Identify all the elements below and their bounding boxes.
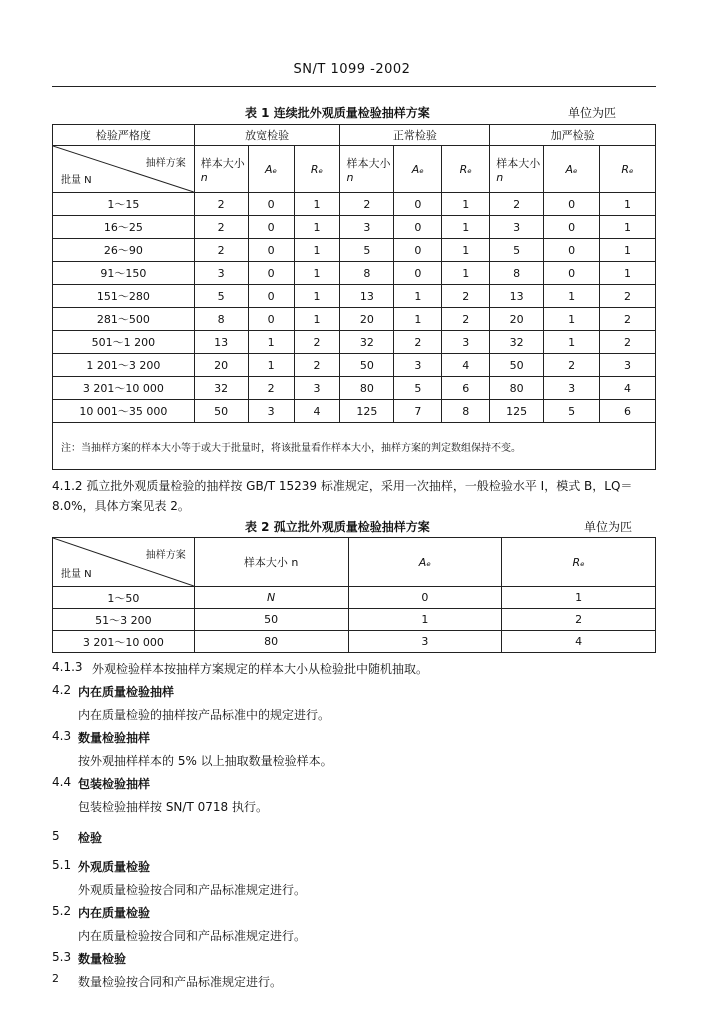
table1-value-cell: 1 — [394, 308, 442, 331]
table1-batch-cell: 26～90 — [53, 239, 195, 262]
table1-batch-cell: 10 001～35 000 — [53, 400, 195, 423]
section-text: 外观质量检验按合同和产品标准规定进行。 — [78, 883, 307, 897]
table-row — [53, 609, 656, 631]
table1-value-cell: 32 — [194, 377, 248, 400]
table2-value-cell: 2 — [502, 609, 656, 631]
table1-value-cell: 3 — [544, 377, 600, 400]
table1-sub-n-label: 样本大小 — [346, 156, 391, 170]
table2-diag-bottom: 批量 N — [61, 569, 92, 580]
table-row — [53, 354, 656, 377]
table2-batch-cell: 1～50 — [53, 587, 195, 609]
table1-sub-re-reduced: Rₑ — [294, 146, 340, 193]
table1-value-cell: 2 — [194, 216, 248, 239]
section-text: 内在质量检验的抽样按产品标准中的规定进行。 — [78, 708, 331, 722]
table1-value-cell: 8 — [490, 262, 544, 285]
table1-value-cell: 13 — [194, 331, 248, 354]
table1-sub-ac-tightened: Aₑ — [544, 146, 600, 193]
table2-diagonal-header — [53, 538, 195, 587]
table1-value-cell: 0 — [248, 262, 294, 285]
table2-value-cell: N — [194, 587, 348, 609]
section-heading: 检验 — [78, 831, 103, 845]
table-row — [53, 262, 656, 285]
table1-value-cell: 1 — [442, 239, 490, 262]
table1-value-cell: 20 — [490, 308, 544, 331]
table2-header-re: Rₑ — [502, 538, 656, 587]
table1-sub-re-normal: Rₑ — [442, 146, 490, 193]
table1-batch-cell: 501～1 200 — [53, 331, 195, 354]
table2-value-cell: 50 — [194, 609, 348, 631]
table1-value-cell: 2 — [294, 354, 340, 377]
section-number: 4.4 — [52, 775, 72, 789]
table1-value-cell: 2 — [194, 193, 248, 216]
table1-value-cell: 80 — [490, 377, 544, 400]
table1-value-cell: 5 — [544, 400, 600, 423]
table-row — [53, 216, 656, 239]
table1-group-reduced: 放宽检验 — [194, 125, 340, 146]
table1-value-cell: 0 — [248, 285, 294, 308]
table1-value-cell: 3 — [294, 377, 340, 400]
table1-value-cell: 2 — [600, 308, 656, 331]
table1-sub-n-label: 样本大小 — [200, 156, 245, 170]
table1-value-cell: 13 — [490, 285, 544, 308]
table2-value-cell: 4 — [502, 631, 656, 653]
section-text: 包装检验抽样按 SN/T 0718 执行。 — [78, 800, 268, 814]
table1-sub-n-tightened — [490, 146, 544, 193]
table1-value-cell: 1 — [600, 216, 656, 239]
table1-value-cell: 50 — [340, 354, 394, 377]
section-heading: 内在质量检验抽样 — [78, 685, 175, 699]
table1-value-cell: 125 — [340, 400, 394, 423]
section-heading: 数量检验抽样 — [78, 731, 151, 745]
table1-group-tightened: 加严检验 — [490, 125, 656, 146]
table1-value-cell: 1 — [294, 193, 340, 216]
table1-value-cell: 80 — [340, 377, 394, 400]
table1-value-cell: 1 — [294, 262, 340, 285]
table-row — [53, 239, 656, 262]
table1-value-cell: 1 — [294, 308, 340, 331]
table1-value-cell: 1 — [442, 216, 490, 239]
header-rule — [52, 86, 656, 87]
table1-value-cell: 50 — [194, 400, 248, 423]
table1-value-cell: 0 — [394, 239, 442, 262]
table1-value-cell: 1 — [600, 239, 656, 262]
table1-value-cell: 1 — [544, 331, 600, 354]
table2-value-cell: 1 — [502, 587, 656, 609]
table1-value-cell: 1 — [248, 331, 294, 354]
table1-value-cell: 4 — [442, 354, 490, 377]
section-text: 内在质量检验按合同和产品标准规定进行。 — [78, 929, 307, 943]
table1-sub-n-normal — [340, 146, 394, 193]
table1-sub-ac-normal: Aₑ — [394, 146, 442, 193]
table-row — [53, 587, 656, 609]
table1-batch-cell: 3 201～10 000 — [53, 377, 195, 400]
table1-value-cell: 32 — [490, 331, 544, 354]
table1 — [52, 124, 656, 470]
section-number: 5.3 — [52, 950, 72, 964]
table2-title: 表 2 孤立批外观质量检验抽样方案 — [245, 520, 430, 534]
table1-value-cell: 1 — [248, 354, 294, 377]
table-row — [53, 631, 656, 653]
table1-batch-cell: 16～25 — [53, 216, 195, 239]
table1-value-cell: 8 — [442, 400, 490, 423]
table2-diag-top: 抽样方案 — [145, 550, 186, 561]
table1-value-cell: 1 — [442, 193, 490, 216]
table1-value-cell: 20 — [194, 354, 248, 377]
table1-value-cell: 3 — [600, 354, 656, 377]
table1-value-cell: 6 — [442, 377, 490, 400]
table1-value-cell: 6 — [600, 400, 656, 423]
table1-value-cell: 20 — [340, 308, 394, 331]
table1-batch-cell: 91～150 — [53, 262, 195, 285]
section-text: 数量检验按合同和产品标准规定进行。 — [78, 975, 283, 989]
table1-value-cell: 5 — [194, 285, 248, 308]
table2-batch-cell: 51～3 200 — [53, 609, 195, 631]
section-heading: 外观检验样本按抽样方案规定的样本大小从检验批中随机抽取。 — [92, 662, 429, 676]
table1-batch-cell: 281～500 — [53, 308, 195, 331]
table1-value-cell: 5 — [490, 239, 544, 262]
table1-value-cell: 1 — [442, 262, 490, 285]
table1-value-cell: 3 — [340, 216, 394, 239]
section-number: 5 — [52, 829, 60, 843]
section-number: 4.2 — [52, 683, 72, 697]
table-row — [53, 285, 656, 308]
table1-value-cell: 2 — [600, 285, 656, 308]
table1-value-cell: 2 — [442, 285, 490, 308]
section-number: 5.1 — [52, 858, 72, 872]
table1-value-cell: 1 — [544, 308, 600, 331]
table1-value-cell: 8 — [340, 262, 394, 285]
table1-unit: 单位为匹 — [568, 106, 617, 120]
table1-value-cell: 0 — [544, 239, 600, 262]
table1-value-cell: 0 — [544, 216, 600, 239]
table1-value-cell: 0 — [394, 262, 442, 285]
table1-value-cell: 1 — [294, 285, 340, 308]
table1-batch-cell: 1～15 — [53, 193, 195, 216]
table1-value-cell: 0 — [544, 262, 600, 285]
section-number: 4.1.3 — [52, 660, 83, 674]
table1-value-cell: 3 — [394, 354, 442, 377]
section-heading: 内在质量检验 — [78, 906, 151, 920]
page-number: 2 — [52, 972, 59, 985]
table1-col-group-label: 检验严格度 — [53, 125, 195, 146]
table1-sub-n-symbol: n — [496, 170, 504, 184]
table1-value-cell: 8 — [194, 308, 248, 331]
table1-value-cell: 2 — [340, 193, 394, 216]
table1-value-cell: 1 — [294, 216, 340, 239]
table1-value-cell: 125 — [490, 400, 544, 423]
table1-value-cell: 0 — [248, 239, 294, 262]
table1-value-cell: 1 — [544, 285, 600, 308]
table-row — [53, 193, 656, 216]
table1-value-cell: 7 — [394, 400, 442, 423]
table-row — [53, 331, 656, 354]
table1-value-cell: 3 — [248, 400, 294, 423]
table2-value-cell: 0 — [348, 587, 502, 609]
section-number: 5.2 — [52, 904, 72, 918]
table1-diag-top: 抽样方案 — [145, 158, 186, 169]
table1-value-cell: 1 — [294, 239, 340, 262]
table1-value-cell: 0 — [394, 216, 442, 239]
section-text: 按外观抽样样本的 5% 以上抽取数量检验样本。 — [78, 754, 333, 768]
table1-batch-cell: 1 201～3 200 — [53, 354, 195, 377]
table1-sub-re-tightened: Rₑ — [600, 146, 656, 193]
table1-value-cell: 2 — [394, 331, 442, 354]
table1-sub-ac-reduced: Aₑ — [248, 146, 294, 193]
table1-value-cell: 50 — [490, 354, 544, 377]
table1-diagonal-header — [53, 146, 195, 193]
table2-unit: 单位为匹 — [584, 520, 633, 534]
table1-group-normal: 正常检验 — [340, 125, 490, 146]
table1-title: 表 1 连续批外观质量检验抽样方案 — [245, 106, 430, 120]
table1-value-cell: 0 — [248, 216, 294, 239]
standard-code-header: SN/T 1099 -2002 — [293, 62, 411, 77]
section-heading: 外观质量检验 — [78, 860, 151, 874]
table2-value-cell: 80 — [194, 631, 348, 653]
table1-note: 注：当抽样方案的样本大小等于或大于批量时，将该批量看作样本大小，抽样方案的判定数组保持不变。 — [53, 423, 656, 470]
table2 — [52, 537, 656, 653]
table1-value-cell: 4 — [600, 377, 656, 400]
table1-value-cell: 3 — [442, 331, 490, 354]
table1-value-cell: 0 — [248, 308, 294, 331]
table-row — [53, 308, 656, 331]
table2-header-n: 样本大小 n — [194, 538, 348, 587]
table1-value-cell: 2 — [248, 377, 294, 400]
table1-value-cell: 32 — [340, 331, 394, 354]
table-row — [53, 377, 656, 400]
table1-value-cell: 5 — [394, 377, 442, 400]
table1-value-cell: 1 — [600, 262, 656, 285]
table1-value-cell: 2 — [294, 331, 340, 354]
table-row — [53, 400, 656, 423]
table1-value-cell: 13 — [340, 285, 394, 308]
table1-sub-n-symbol: n — [200, 170, 208, 184]
table1-value-cell: 0 — [394, 193, 442, 216]
table1-value-cell: 2 — [490, 193, 544, 216]
section-number: 4.3 — [52, 729, 72, 743]
table2-value-cell: 3 — [348, 631, 502, 653]
table1-value-cell: 3 — [194, 262, 248, 285]
table1-sub-n-symbol: n — [346, 170, 354, 184]
table2-batch-cell: 3 201～10 000 — [53, 631, 195, 653]
table1-value-cell: 5 — [340, 239, 394, 262]
table2-header-ac: Aₑ — [348, 538, 502, 587]
table1-value-cell: 2 — [442, 308, 490, 331]
table1-value-cell: 3 — [490, 216, 544, 239]
section-heading: 包装检验抽样 — [78, 777, 151, 791]
table1-sub-n-label: 样本大小 — [496, 156, 541, 170]
table1-value-cell: 0 — [544, 193, 600, 216]
table1-value-cell: 2 — [544, 354, 600, 377]
section-heading: 数量检验 — [78, 952, 127, 966]
table1-value-cell: 2 — [600, 331, 656, 354]
table1-value-cell: 1 — [600, 193, 656, 216]
table1-batch-cell: 151～280 — [53, 285, 195, 308]
table1-diag-bottom: 批量 N — [61, 175, 92, 186]
table2-value-cell: 1 — [348, 609, 502, 631]
table1-value-cell: 4 — [294, 400, 340, 423]
table1-value-cell: 0 — [248, 193, 294, 216]
table1-value-cell: 2 — [194, 239, 248, 262]
para-4-1-2: 4.1.2 孤立批外观质量检验的抽样按 GB/T 15239 标准规定，采用一次抽样，一般检验水平 I，模式 B，LQ＝8.0%，具体方案见表 2。 — [52, 479, 633, 513]
table1-value-cell: 1 — [394, 285, 442, 308]
table1-sub-n-reduced — [194, 146, 248, 193]
